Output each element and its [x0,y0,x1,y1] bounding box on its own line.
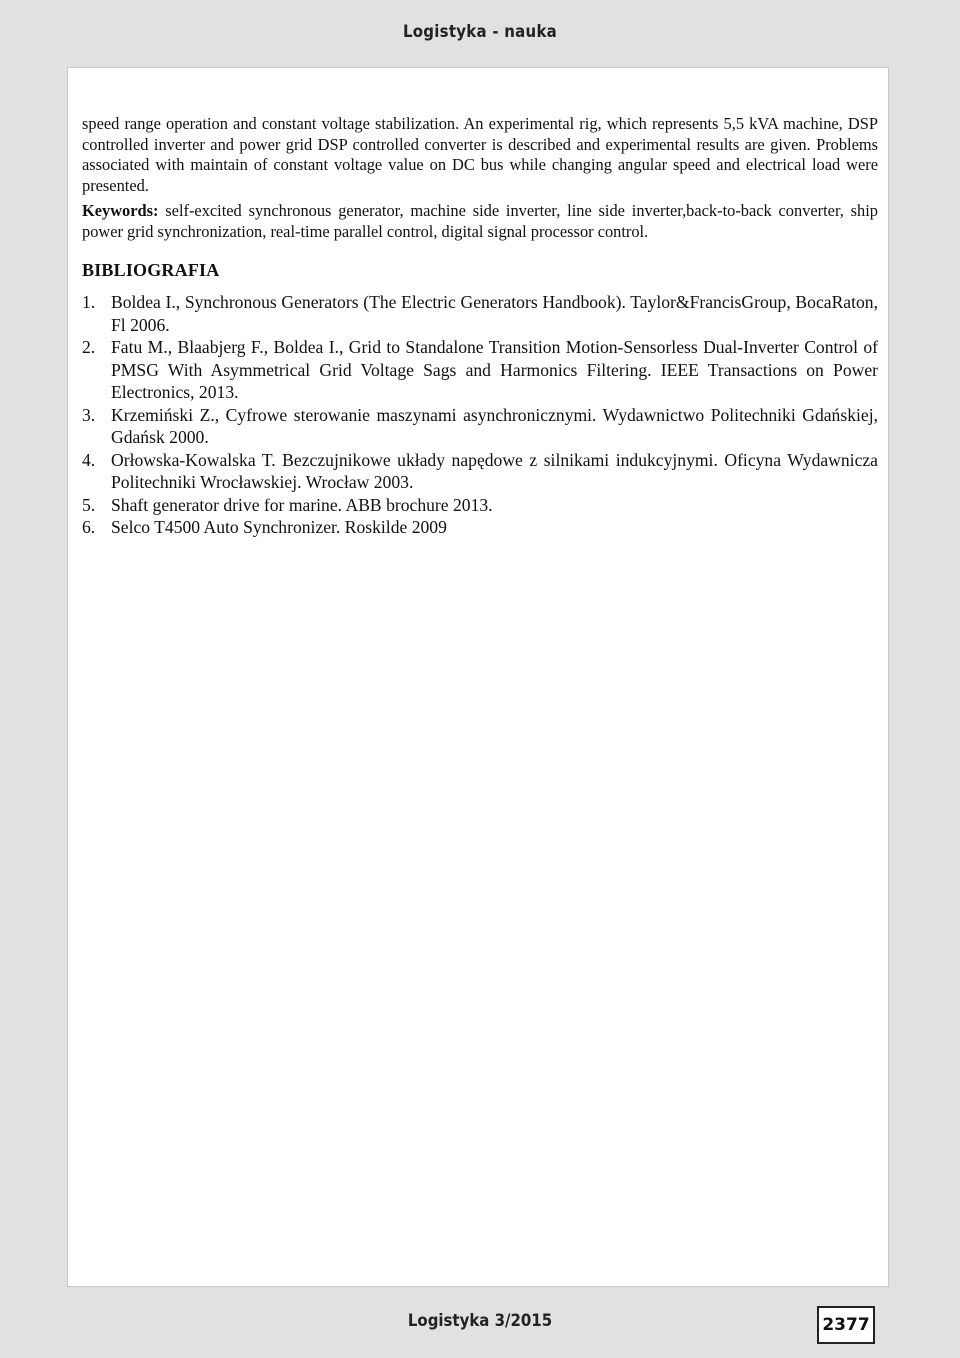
bibliography-list [82,291,878,539]
bibliography-item-text: Shaft generator drive for marine. ABB brochure 2013. [111,494,493,515]
page-number-box: 2377 [817,1306,875,1344]
page-sheet [67,67,889,1287]
keywords-paragraph [82,201,878,242]
bibliography-item [82,291,878,336]
running-header: Logistyka - nauka [402,22,558,42]
bibliography-item-number: 6. [82,517,96,537]
bibliography-item [82,404,878,449]
bibliography-item-number: 3. [82,404,96,425]
bibliography-item-number: 2. [82,337,96,357]
bibliography-item [82,494,878,517]
bibliography-item-text: Selco T4500 Auto Synchronizer. Roskilde 2009 [111,517,447,537]
bibliography-item-text: Fatu M., Blaabjerg F., Boldea I., Grid to Standalone Transition Motion-Sensorless Dual-Inverter Control of PMSG With Asymmetrical Grid Voltage Sags and Harmonics Filtering. IEEE Transactions on Power Electronics, 2013. [111,337,878,402]
keywords-text: self-excited synchronous generator, machine side inverter, line side inverter,back-to-back converter, ship power grid synchronization, real-time parallel control, digital signal processor control. [82,201,878,241]
bibliography-item-number: 5. [82,494,96,515]
bibliography-item-number: 4. [82,449,96,470]
bibliography-heading: BIBLIOGRAFIA [82,260,220,280]
keywords-label: Keywords: [82,201,159,220]
bibliography-item-number: 1. [82,292,96,312]
bibliography-item [82,449,878,494]
bibliography-item [82,336,878,404]
running-footer: Logistyka 3/2015 [407,1311,553,1331]
bibliography-item [82,516,878,539]
page-content [82,114,878,539]
bibliography-item-text: Krzemiński Z., Cyfrowe sterowanie maszynami asynchronicznymi. Wydawnictwo Politechniki Gdańskiej, Gdańsk 2000. [111,404,878,447]
bibliography-item-text: Orłowska-Kowalska T. Bezczujnikowe układy napędowe z silnikami indukcyjnymi. Oficyna Wydawnicza Politechniki Wrocławskiej. Wrocław 2003. [111,449,878,492]
bibliography-item-text: Boldea I., Synchronous Generators (The Electric Generators Handbook). Taylor&FrancisGroup, BocaRaton, Fl 2006. [111,292,878,335]
abstract-paragraph: speed range operation and constant voltage stabilization. An experimental rig, which represents 5,5 kVA machine, DSP controlled inverter and power grid DSP controlled converter is described and experimental results are given. Problems associated with maintain of constant voltage value on DC bus while changing angular speed and electrical load were presented. [82,114,878,195]
